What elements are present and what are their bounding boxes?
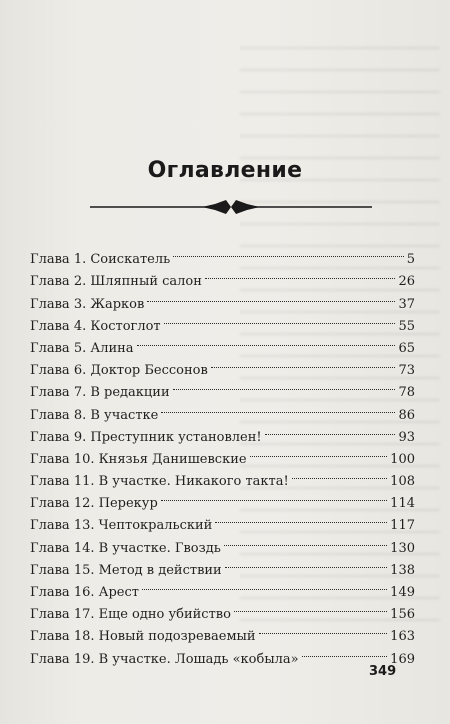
toc-entry-page: 114 <box>390 496 415 512</box>
toc-entry-page: 117 <box>390 518 415 534</box>
dot-leader <box>234 596 387 618</box>
dot-leader <box>173 241 404 263</box>
dot-leader <box>164 308 396 330</box>
toc-entry-title: Глава 1. Соискатель <box>30 252 171 268</box>
toc-entry-page: 55 <box>398 318 415 334</box>
toc-entry-page: 100 <box>390 451 415 467</box>
toc-entry-page: 138 <box>390 562 415 578</box>
toc-entry-title: Глава 19. В участке. Лошадь «кобыла» <box>30 651 299 667</box>
dot-leader <box>250 441 388 463</box>
toc-entry-title: Глава 16. Арест <box>30 585 139 600</box>
toc-entry-title: Глава 10. Князья Данишевские <box>30 451 247 467</box>
toc-entry-title: Глава 18. Новый подозреваемый <box>30 629 256 645</box>
dot-leader <box>211 352 396 374</box>
toc-entry-page: 86 <box>398 407 415 423</box>
dot-leader <box>147 285 395 307</box>
dot-leader <box>302 640 388 662</box>
ornament-divider-icon <box>90 197 372 217</box>
toc-entry-title: Глава 14. В участке. Гвоздь <box>30 540 221 556</box>
dot-leader <box>292 463 387 485</box>
dot-leader <box>173 374 396 396</box>
dot-leader <box>224 529 387 551</box>
toc-entry-title: Глава 4. Костоглот <box>30 318 161 334</box>
dot-leader <box>142 574 387 596</box>
toc-entry-page: 163 <box>390 629 415 645</box>
toc-entry-page: 93 <box>398 429 415 445</box>
toc-entry-page: 73 <box>398 363 415 379</box>
page-title: Оглавление <box>147 158 303 183</box>
toc-entry-title: Глава 9. Преступник установлен! <box>30 429 262 445</box>
table-of-contents <box>30 241 415 667</box>
toc-entry-page: 78 <box>398 385 415 401</box>
toc-entry-title: Глава 7. В редакции <box>30 385 170 401</box>
toc-entry-page: 156 <box>390 607 415 623</box>
toc-entry-page: 5 <box>406 252 415 268</box>
dot-leader <box>215 507 387 529</box>
toc-entry-page: 26 <box>398 274 415 290</box>
dot-leader <box>259 618 388 640</box>
dot-leader <box>161 396 395 418</box>
page-number: 349 <box>369 664 397 679</box>
dot-leader <box>137 330 396 352</box>
toc-entry-page: 37 <box>398 296 415 312</box>
toc-entry-title: Глава 5. Алина <box>30 340 134 356</box>
toc-entry-title: Глава 15. Метод в действии <box>30 562 222 578</box>
toc-entry-page: 65 <box>398 340 415 356</box>
toc-entry-title: Глава 13. Чептокральский <box>30 518 213 534</box>
toc-entry[interactable] <box>30 241 415 268</box>
dot-leader <box>225 552 387 574</box>
toc-entry-title: Глава 11. В участке. Никакого такта! <box>30 474 289 490</box>
toc-entry-title: Глава 17. Еще одно убийство <box>30 607 231 623</box>
toc-entry-title: Глава 2. Шляпный салон <box>30 274 202 290</box>
toc-entry-title: Глава 8. В участке <box>30 407 159 423</box>
toc-entry-page: 130 <box>390 540 415 556</box>
toc-entry-page: 169 <box>390 651 415 667</box>
dot-leader <box>265 419 396 441</box>
dot-leader <box>205 263 396 285</box>
toc-entry-page: 108 <box>390 474 415 490</box>
toc-entry-title: Глава 3. Жарков <box>30 296 145 312</box>
toc-entry-title: Глава 6. Доктор Бессонов <box>30 363 208 379</box>
dot-leader <box>161 485 387 507</box>
toc-entry-title: Глава 12. Перекур <box>30 496 158 512</box>
toc-entry-page: 149 <box>390 585 415 600</box>
